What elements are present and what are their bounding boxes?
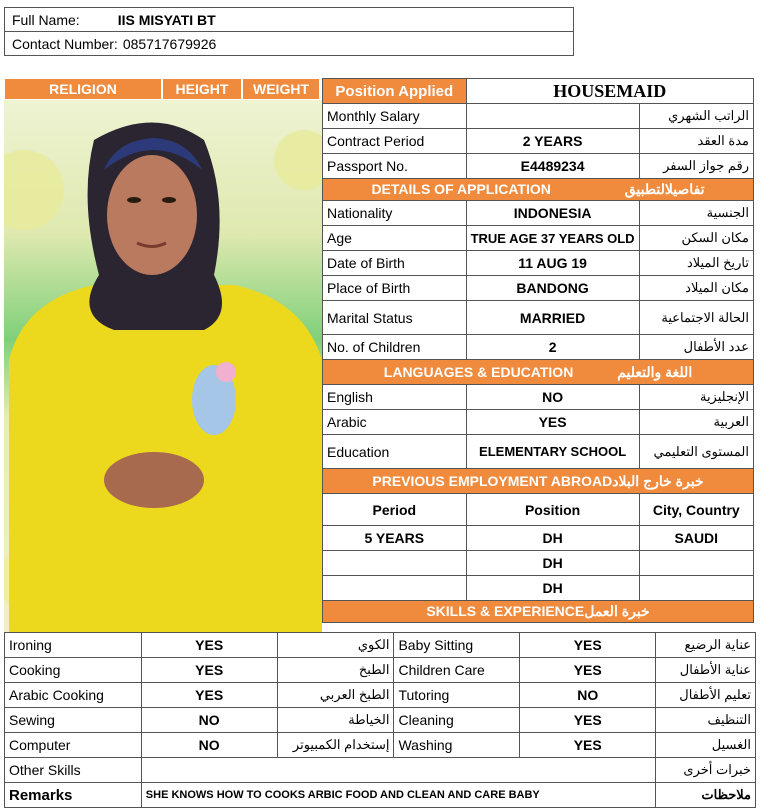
skill-right-label: Baby Sitting [394, 633, 520, 658]
detail-row [323, 226, 754, 251]
detail-row [323, 201, 754, 226]
remarks-label: Remarks [5, 783, 142, 808]
marital-label: Marital Status [323, 301, 467, 335]
nationality-label: Nationality [323, 201, 467, 226]
skill-left-label: Ironing [5, 633, 142, 658]
skill-right-ar: عناية الأطفال [656, 658, 756, 683]
skill-right-value: YES [520, 633, 656, 658]
remarks-ar: ملاحظات [656, 783, 756, 808]
skill-right-value: YES [520, 733, 656, 758]
employment-position: DH [466, 551, 639, 576]
employment-position: DH [466, 526, 639, 551]
skills-title-en: SKILLS & EXPERIENCE [426, 603, 585, 619]
skill-right-label: Tutoring [394, 683, 520, 708]
contract-row [323, 154, 754, 179]
contract-period-value: 2 YEARS [466, 129, 639, 154]
skill-left-label: Computer [5, 733, 142, 758]
skill-left-value: NO [141, 708, 277, 733]
children-ar: عدد الأطفال [639, 335, 753, 360]
skill-left-ar: الخياطة [277, 708, 394, 733]
full-name-label: Full Name: [12, 11, 80, 28]
other-skills-value [141, 758, 655, 783]
skill-row [5, 658, 756, 683]
pob-ar: مكان الميلاد [639, 276, 753, 301]
country-header: City, Country [639, 494, 753, 526]
left-header-strip [4, 78, 320, 100]
nationality-value: INDONESIA [466, 201, 639, 226]
skill-right-value: NO [520, 683, 656, 708]
skills-title-ar: خبرة العمل [584, 603, 650, 619]
employment-title-ar: خبرة خارج البلاد [612, 472, 704, 489]
marital-value: MARRIED [466, 301, 639, 335]
skill-left-label: Sewing [5, 708, 142, 733]
age-label: Age [323, 226, 467, 251]
passport-ar: رقم جواز السفر [639, 154, 753, 179]
age-ar: مكان السكن [639, 226, 753, 251]
education-label: Education [323, 435, 467, 469]
skill-left-ar: الكوي [277, 633, 394, 658]
english-label: English [323, 385, 467, 410]
nationality-ar: الجنسية [639, 201, 753, 226]
skill-right-label: Children Care [394, 658, 520, 683]
arabic-value: YES [466, 410, 639, 435]
applicant-photo [4, 100, 322, 632]
employment-row [323, 526, 754, 551]
period-header: Period [323, 494, 467, 526]
pob-label: Place of Birth [323, 276, 467, 301]
contact-value: 085717679926 [122, 36, 217, 52]
employment-row [323, 576, 754, 601]
other-skills-row [5, 758, 756, 783]
other-skills-label: Other Skills [5, 758, 142, 783]
skills-table [4, 632, 756, 808]
skill-right-ar: الغسيل [656, 733, 756, 758]
skill-row [5, 633, 756, 658]
detail-row [323, 251, 754, 276]
employment-period [323, 576, 467, 601]
contract-period-ar: مدة العقد [639, 129, 753, 154]
skill-right-value: YES [520, 708, 656, 733]
skill-right-label: Washing [394, 733, 520, 758]
skill-right-label: Cleaning [394, 708, 520, 733]
skill-row [5, 733, 756, 758]
details-title-en: DETAILS OF APPLICATION [371, 181, 551, 197]
skill-left-label: Cooking [5, 658, 142, 683]
detail-row [323, 301, 754, 335]
skills-section-header [323, 601, 754, 623]
skill-right-ar: التنظيف [656, 708, 756, 733]
skill-left-ar: الطبخ العربي [277, 683, 394, 708]
skill-right-ar: عناية الرضيع [656, 633, 756, 658]
skill-right-ar: تعليم الأطفال [656, 683, 756, 708]
children-value: 2 [466, 335, 639, 360]
monthly-salary-label: Monthly Salary [323, 104, 467, 129]
skill-left-value: YES [141, 658, 277, 683]
position-row [323, 79, 754, 104]
employment-position: DH [466, 576, 639, 601]
contract-row [323, 129, 754, 154]
position-label: Position Applied [323, 79, 467, 104]
language-row [323, 385, 754, 410]
passport-label: Passport No. [323, 154, 467, 179]
monthly-salary-ar: الراتب الشهري [639, 104, 753, 129]
weight-header: WEIGHT [242, 78, 320, 100]
skill-right-value: YES [520, 658, 656, 683]
skill-left-value: NO [141, 733, 277, 758]
employment-row [323, 551, 754, 576]
dob-ar: تاريخ الميلاد [639, 251, 753, 276]
skill-left-ar: الطبخ [277, 658, 394, 683]
height-header: HEIGHT [162, 78, 242, 100]
skill-left-value: YES [141, 683, 277, 708]
age-value: TRUE AGE 37 YEARS OLD [466, 226, 639, 251]
skill-left-label: Arabic Cooking [5, 683, 142, 708]
arabic-ar: العربية [639, 410, 753, 435]
dob-value: 11 AUG 19 [466, 251, 639, 276]
language-row [323, 410, 754, 435]
full-name-value: IIS MISYATI BT [117, 11, 216, 28]
photo-illustration [4, 100, 322, 632]
education-value: ELEMENTARY SCHOOL [466, 435, 639, 469]
employment-period: 5 YEARS [323, 526, 467, 551]
contact-label: Contact Number: [12, 36, 118, 52]
position-header: Position [466, 494, 639, 526]
remarks-row [5, 783, 756, 808]
employment-country [639, 576, 753, 601]
religion-header: RELIGION [4, 78, 162, 100]
employment-section-header [323, 469, 754, 494]
full-name-row [5, 8, 573, 32]
education-ar: المستوى التعليمي [639, 435, 753, 469]
application-details-table [322, 78, 754, 623]
contract-period-label: Contract Period [323, 129, 467, 154]
languages-title-ar: اللغة والتعليم [617, 363, 693, 380]
skill-left-value: YES [141, 633, 277, 658]
applicant-header [4, 7, 574, 56]
detail-row [323, 335, 754, 360]
detail-row [323, 276, 754, 301]
english-ar: الإنجليزية [639, 385, 753, 410]
pob-value: BANDONG [466, 276, 639, 301]
employment-title-en: PREVIOUS EMPLOYMENT ABROAD [372, 472, 613, 489]
position-value: HOUSEMAID [466, 79, 753, 104]
monthly-salary-value [466, 104, 639, 129]
employment-country: SAUDI [639, 526, 753, 551]
employment-header-row [323, 494, 754, 526]
contract-row [323, 104, 754, 129]
dob-label: Date of Birth [323, 251, 467, 276]
passport-value: E4489234 [466, 154, 639, 179]
marital-ar: الحالة الاجتماعية [639, 301, 753, 335]
other-skills-ar: خبرات أخرى [656, 758, 756, 783]
children-label: No. of Children [323, 335, 467, 360]
employment-period [323, 551, 467, 576]
skill-row [5, 708, 756, 733]
remarks-value: SHE KNOWS HOW TO COOKS ARBIC FOOD AND CLEAN AND CARE BABY [141, 783, 655, 808]
details-title-ar: تفاصيلالتطبيق [624, 181, 705, 197]
skill-left-ar: إستخدام الكمبيوتر [277, 733, 394, 758]
details-section-header [323, 179, 754, 201]
languages-title-en: LANGUAGES & EDUCATION [383, 363, 574, 380]
employment-country [639, 551, 753, 576]
contact-row [5, 32, 573, 56]
arabic-label: Arabic [323, 410, 467, 435]
skill-row [5, 683, 756, 708]
language-row [323, 435, 754, 469]
languages-section-header [323, 360, 754, 385]
english-value: NO [466, 385, 639, 410]
